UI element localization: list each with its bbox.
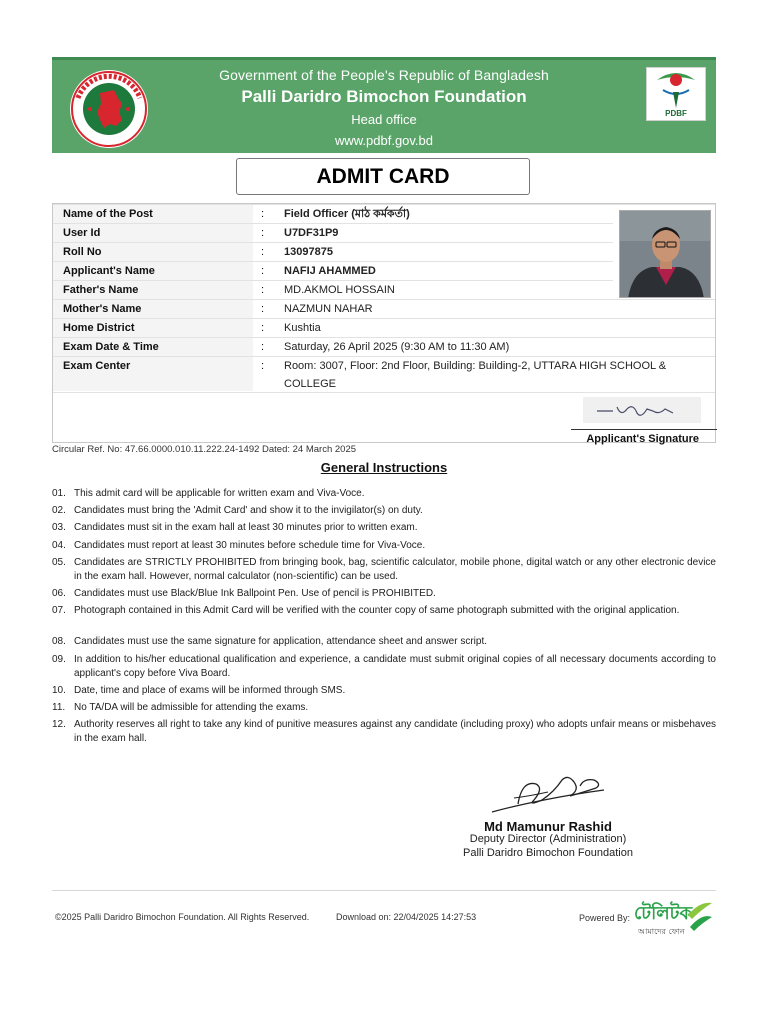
instruction-item — [52, 521, 716, 535]
field-value: NAZMUN NAHAR — [284, 303, 373, 315]
instruction-number: 08. — [52, 636, 66, 647]
instruction-item — [52, 487, 716, 501]
pdbf-emblem-icon — [647, 68, 705, 112]
field-colon: : — [261, 265, 265, 277]
applicant-photo — [619, 210, 711, 298]
field-row-user-id — [53, 223, 715, 242]
field-colon: : — [261, 246, 265, 258]
field-label: Exam Center — [63, 360, 131, 372]
instruction-item — [52, 539, 716, 553]
government-seal-icon — [64, 68, 154, 150]
field-value: 13097875 — [284, 246, 333, 258]
field-colon: : — [261, 227, 265, 239]
instruction-text: This admit card will be applicable for written exam and Viva-Voce. — [74, 488, 365, 499]
instruction-number: 03. — [52, 522, 66, 533]
field-colon: : — [261, 360, 265, 372]
field-label: Applicant's Name — [63, 265, 155, 277]
field-label: Home District — [63, 322, 135, 334]
instruction-item — [52, 653, 716, 681]
footer-download-time: Download on: 22/04/2025 14:27:53 — [336, 912, 477, 922]
field-value: MD.AKMOL HOSSAIN — [284, 284, 395, 296]
instruction-number: 09. — [52, 654, 66, 665]
applicant-signature-caption: Applicant's Signature — [571, 429, 717, 445]
field-label: Roll No — [63, 246, 102, 258]
teletalk-logo-text: টেলিটক — [634, 903, 693, 924]
website-url: www.pdbf.gov.bd — [334, 133, 434, 148]
instruction-text: Candidates must bring the 'Admit Card' and show it to the invigilator(s) on duty. — [74, 505, 423, 516]
row-divider — [53, 392, 715, 393]
instruction-number: 11. — [52, 702, 66, 713]
field-value: Kushtia — [284, 322, 321, 334]
applicant-signature-image — [583, 397, 701, 423]
instruction-text: Candidates must use the same signature for application, attendance sheet and answer script. — [74, 636, 488, 647]
instruction-number: 02. — [52, 505, 66, 516]
field-row-roll-no — [53, 242, 715, 261]
field-label: Father's Name — [63, 284, 139, 296]
instruction-item — [52, 556, 716, 584]
field-label: Mother's Name — [63, 303, 142, 315]
instruction-text: No TA/DA will be admissible for attending the exams. — [74, 702, 309, 713]
footer-divider — [52, 890, 716, 891]
pdbf-logo-text: PDBF — [665, 109, 687, 118]
footer-copyright: ©2025 Palli Daridro Bimochon Foundation. All Rights Reserved. — [55, 912, 310, 922]
field-value: NAFIJ AHAMMED — [284, 265, 376, 277]
instruction-text: Authority reserves all right to take any kind of punitive measures against any candidate (including proxy) who adopts unfair means or misbehaves in the exam hall. — [74, 719, 717, 744]
circular-reference: Circular Ref. No: 47.66.0000.010.11.222.24-1492 Dated: 24 March 2025 — [52, 444, 357, 455]
field-colon: : — [261, 322, 265, 334]
field-label: Name of the Post — [63, 208, 153, 220]
instruction-item — [52, 635, 716, 649]
instruction-item — [52, 684, 716, 698]
authority-name: Md Mamunur Rashid — [484, 819, 612, 834]
field-row-home-district — [53, 318, 715, 337]
authority-signature-icon — [484, 770, 614, 818]
field-value: U7DF31P9 — [284, 227, 339, 239]
field-row-mother-name — [53, 299, 715, 318]
field-label: User Id — [63, 227, 101, 239]
field-row-applicant-name — [53, 261, 715, 280]
applicant-info-box — [52, 203, 716, 443]
instruction-text: Photograph contained in this Admit Card will be verified with the counter copy of same photograph submitted with the original application. — [74, 605, 680, 616]
pdbf-logo — [646, 67, 706, 121]
general-instructions-title: General Instructions — [320, 460, 448, 475]
instruction-text: Candidates are STRICTLY PROHIBITED from bringing book, bag, scientific calculator, mobile phone, digital watch or any other electronic device in the exam hall. However, normal calculator (non-scientific) can be used. — [74, 557, 716, 582]
instruction-number: 06. — [52, 588, 66, 599]
instruction-item — [52, 718, 716, 746]
field-row-exam-date — [53, 337, 715, 356]
instruction-text: In addition to his/her educational qualification and experience, a candidate must submit original copies of all necessary documents according to applicant's copy before Viva Board. — [74, 654, 716, 679]
applicant-photo-image — [620, 211, 711, 298]
header-banner — [52, 57, 716, 153]
teletalk-tagline: আমাদের ফোন — [638, 927, 685, 936]
field-row-father-name — [53, 280, 715, 299]
field-row-post — [53, 204, 715, 223]
field-value: Saturday, 26 April 2025 (9:30 AM to 11:30 AM) — [284, 341, 510, 353]
powered-by-label: Powered By: — [579, 913, 631, 923]
instruction-text: Candidates must use Black/Blue Ink Ballpoint Pen. Use of pencil is PROHIBITED. — [74, 588, 436, 599]
field-colon: : — [261, 303, 265, 315]
instruction-item — [52, 587, 716, 601]
teletalk-logo — [634, 899, 716, 939]
instruction-item — [52, 504, 716, 518]
field-label: Exam Date & Time — [63, 341, 159, 353]
instruction-number: 05. — [52, 557, 66, 568]
instruction-number: 04. — [52, 540, 66, 551]
instruction-item — [52, 604, 716, 618]
office-name: Head office — [351, 112, 417, 127]
signature-scribble-icon — [583, 397, 701, 423]
organization-name: Palli Daridro Bimochon Foundation — [241, 87, 527, 106]
field-value: Room: 3007, Floor: 2nd Floor, Building: Building-2, UTTARA HIGH SCHOOL & COLLEGE — [284, 360, 667, 390]
instruction-text: Date, time and place of exams will be informed through SMS. — [74, 685, 346, 696]
instruction-item — [52, 701, 716, 715]
admit-card-title: ADMIT CARD — [236, 158, 530, 195]
instruction-number: 12. — [52, 719, 66, 730]
field-value: Field Officer (মাঠ কর্মকর্তা) — [284, 208, 410, 220]
instruction-number: 07. — [52, 605, 66, 616]
field-colon: : — [261, 284, 265, 296]
authority-designation: Deputy Director (Administration) — [469, 833, 627, 845]
instruction-text: Candidates must report at least 30 minutes before schedule time for Viva-Voce. — [74, 540, 426, 551]
field-row-exam-center — [53, 356, 715, 392]
authority-organization: Palli Daridro Bimochon Foundation — [463, 847, 633, 859]
field-colon: : — [261, 341, 265, 353]
instruction-number: 10. — [52, 685, 66, 696]
instruction-number: 01. — [52, 488, 66, 499]
government-line: Government of the People's Republic of Bangladesh — [219, 67, 549, 83]
field-colon: : — [261, 208, 265, 220]
teletalk-swoosh-icon — [686, 899, 714, 933]
instruction-text: Candidates must sit in the exam hall at least 30 minutes prior to written exam. — [74, 522, 418, 533]
